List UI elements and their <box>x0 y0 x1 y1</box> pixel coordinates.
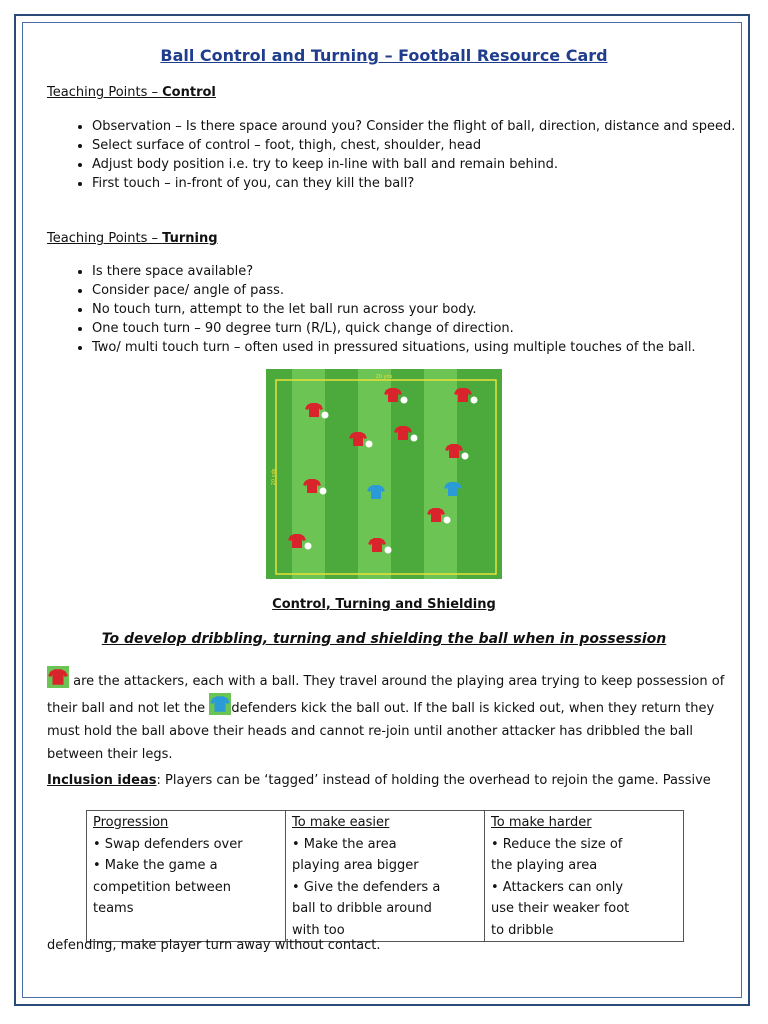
progression-table <box>86 810 684 942</box>
activity-description <box>47 666 727 766</box>
control-point: • Adjust body position i.e. try to keep in-line with ball and remain behind. <box>92 155 752 174</box>
table-cell-line: playing area bigger <box>292 858 419 873</box>
harder-header: To make harder <box>491 815 592 830</box>
table-cell-line: • Give the defenders a <box>292 879 441 895</box>
control-heading-bold: Control <box>162 85 216 100</box>
table-cell-line: • Make the game a <box>93 858 218 873</box>
control-heading-prefix: Teaching Points – <box>47 85 163 100</box>
ball-icon <box>462 453 469 460</box>
table-cell-line: • Reduce the size of <box>491 836 623 852</box>
table-cell-line: use their weaker foot <box>491 901 630 916</box>
ball-icon <box>322 412 329 419</box>
page-title: Ball Control and Turning – Football Resource Card <box>160 46 608 65</box>
turning-point: • No touch turn, attempt to the let ball run across your body. <box>92 300 752 319</box>
control-point: • Select surface of control – foot, thigh, chest, shoulder, head <box>92 136 752 155</box>
control-points-list <box>47 117 752 193</box>
activity-description-part1: are the attackers, each with a ball. They travel around the playing area trying to keep possession of their ball and not let the <box>47 674 725 716</box>
table-row <box>87 811 684 942</box>
ball-icon <box>366 441 373 448</box>
turning-heading <box>47 231 218 246</box>
ball-icon <box>305 543 312 550</box>
turning-point: • One touch turn – 90 degree turn (R/L), quick change of direction. <box>92 319 752 338</box>
control-point: • First touch – in-front of you, can they kill the ball? <box>92 174 752 193</box>
easier-column <box>286 811 485 942</box>
turning-heading-prefix: Teaching Points – <box>47 231 163 246</box>
table-cell-line: competition between <box>93 879 231 895</box>
progression-header: Progression <box>93 815 169 830</box>
pitch-width-label: 20 yds <box>375 374 393 380</box>
inclusion-label: Inclusion ideas <box>47 773 157 788</box>
inclusion-ideas <box>47 769 727 792</box>
ball-icon <box>401 397 408 404</box>
ball-icon <box>444 517 451 524</box>
harder-column <box>485 811 684 942</box>
ball-icon <box>411 435 418 442</box>
control-point: • Observation – Is there space around you? Consider the flight of ball, direction, distance and speed. <box>92 117 752 136</box>
activity-description-part2: defenders kick the ball out. If the ball is kicked out, when they return they must hold the ball above their heads and cannot re-join until another attacker has dribbled the ball between their legs. <box>47 701 715 762</box>
control-heading <box>47 85 216 100</box>
inclusion-text: : Players can be ‘tagged’ instead of holding the overhead to rejoin the game. Passive <box>156 773 711 788</box>
red-shirt-icon <box>47 666 69 688</box>
ball-icon <box>471 397 478 404</box>
table-cell-line: • Make the area <box>292 836 397 852</box>
blue-shirt-icon <box>209 693 231 715</box>
turning-point: • Is there space available? <box>92 262 752 281</box>
turning-point: • Consider pace/ angle of pass. <box>92 281 752 300</box>
pitch-height-label: 20 yds <box>271 468 277 486</box>
ball-icon <box>385 547 392 554</box>
table-cell-line: the playing area <box>491 858 598 873</box>
easier-header: To make easier <box>292 815 390 830</box>
table-cell-line: • Swap defenders over <box>93 836 243 852</box>
table-cell-line: ball to dribble around <box>292 901 432 916</box>
activity-aim: To develop dribbling, turning and shielding the ball when in possession <box>101 631 667 647</box>
ball-icon <box>320 488 327 495</box>
table-cell-line: teams <box>93 901 134 916</box>
table-cell-line: • Attackers can only <box>491 879 624 895</box>
turning-points-list <box>47 262 752 357</box>
pitch-diagram <box>266 369 502 579</box>
inclusion-continued: defending, make player turn away without contact. <box>47 938 381 953</box>
activity-title: Control, Turning and Shielding <box>272 597 496 612</box>
turning-heading-bold: Turning <box>162 231 218 246</box>
table-cell-line: to dribble <box>491 922 554 938</box>
turning-point: • Two/ multi touch turn – often used in pressured situations, using multiple touches of the ball. <box>92 338 752 357</box>
table-cell-line: with too <box>292 922 345 938</box>
progression-column <box>87 811 286 942</box>
